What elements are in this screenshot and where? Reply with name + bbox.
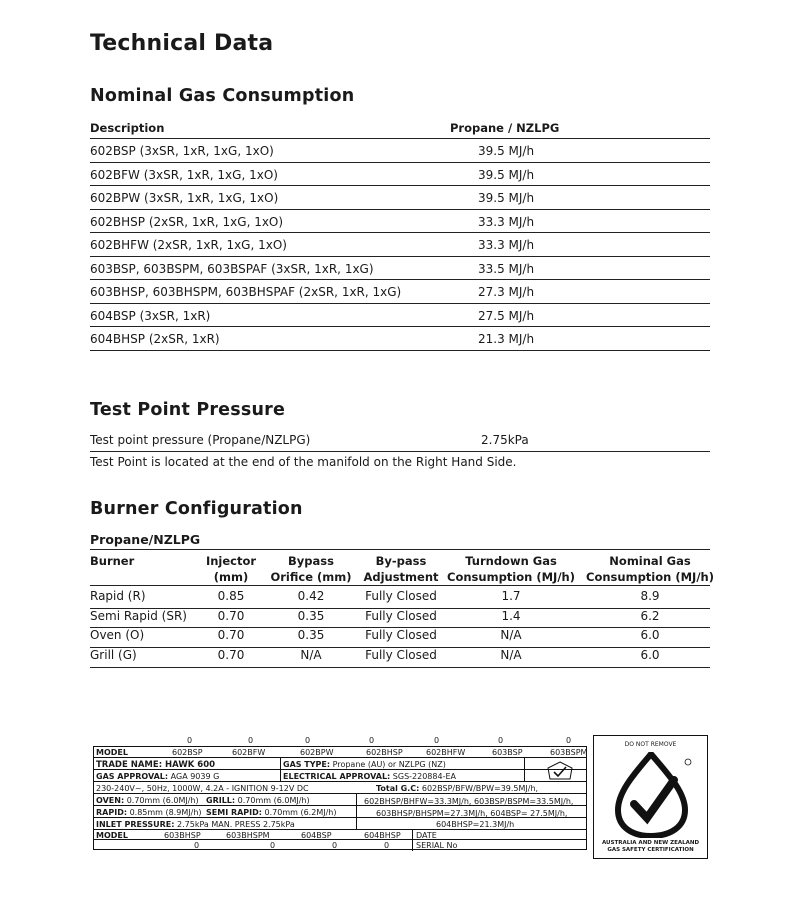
table-row [90,280,710,304]
plate-model: 604BSP [301,831,332,840]
cert-bottom-text: AUSTRALIA AND NEW ZEALAND GAS SAFETY CERTIFICATION [601,840,700,853]
burner-cell: 6.0 [640,628,660,643]
plate-model: 602BSP [172,748,203,757]
plate-model: 602BFW [232,748,266,757]
row-value: 27.5 MJ/h [478,308,535,323]
plate-zero: 0 [384,841,390,850]
burner-cell: 0.35 [297,608,325,623]
plate-semi-rapid: SEMI RAPID: 0.70mm (6.2MJ/h) [206,808,337,817]
col-description: Description [90,121,165,135]
row-value: 39.5 MJ/h [478,167,535,182]
burner-cell: 0.70 [217,648,245,663]
row-description: 603BSP, 603BSPM, 603BSPAF (3xSR, 1xR, 1xG) [90,261,374,276]
burner-cell: 0.42 [297,589,325,603]
burner-cell: 1.4 [501,608,521,623]
plate-serial-label: SERIAL No [416,841,458,850]
plate-elec-approval: ELECTRICAL APPROVAL: SGS-220884-EA [283,772,456,781]
plate-model: 603BHSPM [226,831,270,840]
plate-zero: 0 [194,841,200,850]
burner-subheading: Propane/NZLPG [90,532,201,547]
burner-cell: N/A [500,648,522,663]
plate-model-label: MODEL [96,831,128,840]
row-value: 33.3 MJ/h [478,238,535,252]
test-point-note: Test Point is located at the end of the manifold on the Right Hand Side. [90,455,517,469]
table-row [90,139,710,163]
test-point-row [90,430,710,452]
row-description: 602BSP (3xSR, 1xR, 1xG, 1xO) [90,144,274,158]
col-bypass-adjustment: By-pass Adjustment [363,554,439,584]
plate-inlet: INLET PRESSURE: 2.75kPa MAN. PRESS 2.75kPa [96,820,295,829]
gas-consumption-heading: Nominal Gas Consumption [90,86,355,106]
burner-cell: 0.70 [217,628,245,643]
cert-top-text: DO NOT REMOVE [624,741,677,748]
plate-zero: 0 [270,841,276,850]
row-value: 39.5 MJ/h [478,144,535,158]
plate-zero: 0 [187,736,193,745]
table-row [90,257,710,281]
plate-model-label: MODEL [96,748,128,757]
burner-cell: 6.2 [640,608,660,623]
plate-total-gc: Total G.C: 602BSP/BFW/BPW=39.5MJ/h, [376,784,539,793]
plate-zero: 0 [434,736,440,745]
plate-zero: 0 [305,736,311,745]
plate-grill: GRILL: 0.70mm (6.0MJ/h) [206,796,310,805]
table-row [90,304,710,328]
plate-gas-approval: GAS APPROVAL: AGA 9039 G [96,772,220,781]
regulatory-compliance-mark-icon [546,761,574,781]
row-value: 27.3 MJ/h [478,285,535,299]
burner-cell: 8.9 [640,589,660,603]
col-burner: Burner [90,554,135,568]
burner-cell: 1.7 [501,589,521,603]
plate-oven: OVEN: 0.70mm (6.0MJ/h) [96,796,199,805]
burner-header-rule [90,585,710,586]
row-description: 604BSP (3xSR, 1xR) [90,308,211,323]
table-row [90,186,710,210]
plate-model: 602BHFW [426,748,466,757]
plate-model: 602BHSP [366,748,403,757]
table-row [90,233,710,257]
burner-cell: 0.85 [217,589,245,603]
table-row [90,327,710,351]
burner-top-rule [90,549,710,550]
row-description: 603BHSP, 603BHSPM, 603BHSPAF (2xSR, 1xR, 1xG) [90,285,402,299]
burner-cell: Fully Closed [365,628,437,643]
plate-trade-name: TRADE NAME: HAWK 600 [96,760,216,770]
burner-cell: 0.35 [297,628,325,643]
plate-electrical: 230-240V~, 50Hz, 1000W, 4.2A - IGNITION 9-12V DC [96,784,309,793]
gas-safety-certification [593,735,708,859]
plate-zero: 0 [369,736,375,745]
plate-model: 603BSP [492,748,523,757]
row-description: 602BFW (3xSR, 1xR, 1xG, 1xO) [90,167,278,182]
burner-cell: Fully Closed [365,648,437,663]
row-value: 33.5 MJ/h [478,261,535,276]
table-row [90,210,710,234]
plate-total-line: 602BHSP/BHFW=33.3MJ/h, 603BSP/BSPM=33.5MJ/h, [364,797,574,806]
row-value: 39.5 MJ/h [478,191,535,205]
burner-name: Rapid (R) [90,589,146,603]
row-description: 604BHSP (2xSR, 1xR) [90,332,220,346]
burner-name: Grill (G) [90,648,137,663]
burner-name: Oven (O) [90,628,145,643]
burner-row-rule [90,667,710,668]
plate-model: 604BHSP [364,831,401,840]
burner-name: Semi Rapid (SR) [90,608,187,623]
gas-table-header [90,118,710,139]
test-point-heading: Test Point Pressure [90,400,286,420]
plate-date-label: DATE [416,831,437,840]
burner-cell: 6.0 [640,648,660,663]
plate-total-line: 604BHSP=21.3MJ/h [436,820,515,829]
row-value: 33.3 MJ/h [478,214,535,229]
burner-cell: N/A [300,648,322,663]
test-point-value: 2.75kPa [481,433,529,447]
plate-zero: 0 [498,736,504,745]
burner-heading: Burner Configuration [90,499,303,519]
row-description: 602BHFW (2xSR, 1xR, 1xG, 1xO) [90,238,287,252]
burner-cell: 0.70 [217,608,245,623]
col-nominal: Nominal Gas Consumption (MJ/h) [586,554,714,584]
table-row [90,163,710,187]
row-description: 602BPW (3xSR, 1xR, 1xG, 1xO) [90,191,279,205]
row-description: 602BHSP (2xSR, 1xR, 1xG, 1xO) [90,214,284,229]
col-injector: Injector (mm) [205,554,257,584]
burner-cell: Fully Closed [365,589,437,603]
test-point-label: Test point pressure (Propane/NZLPG) [90,433,311,447]
gas-safety-flame-logo-icon [604,752,699,838]
col-propane: Propane / NZLPG [450,121,560,135]
col-turndown: Turndown Gas Consumption (MJ/h) [447,554,575,584]
plate-model: 603BHSP [164,831,201,840]
plate-gas-type: GAS TYPE: Propane (AU) or NZLPG (NZ) [283,760,446,769]
burner-cell: Fully Closed [365,608,437,623]
rating-plate [93,746,587,850]
plate-total-line: 603BHSP/BHSPM=27.3MJ/h, 604BSP= 27.5MJ/h, [376,809,568,818]
page-title: Technical Data [90,31,274,56]
plate-model: 603BSPM [550,748,588,757]
plate-zero: 0 [332,841,338,850]
gas-consumption-table [90,118,710,351]
plate-rapid: RAPID: 0.85mm (8.9MJ/h) [96,808,202,817]
col-bypass-orifice: Bypass Orifice (mm) [270,554,352,584]
plate-zero: 0 [566,736,572,745]
plate-model: 602BPW [300,748,334,757]
burner-cell: N/A [500,628,522,643]
plate-zero: 0 [248,736,254,745]
row-value: 21.3 MJ/h [478,332,535,346]
